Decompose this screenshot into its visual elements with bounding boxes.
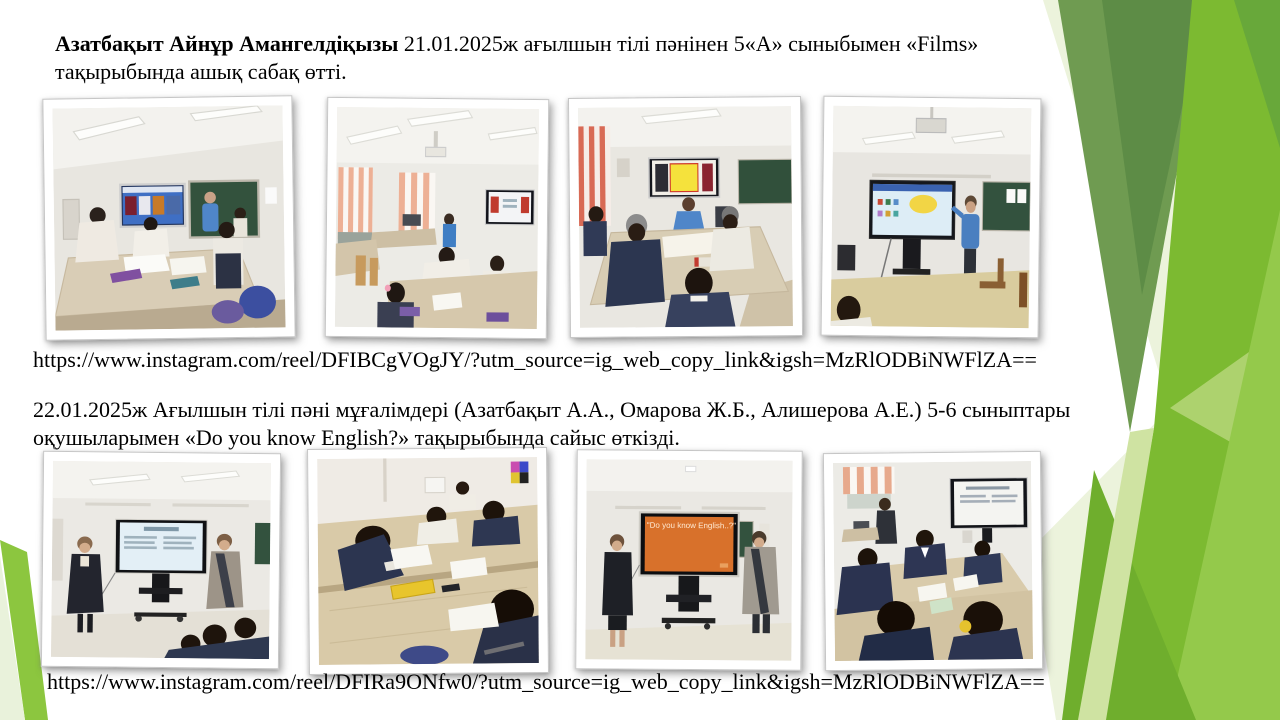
paragraph2-line2: оқушыларымен «Do you know English?» тақырыбында сайыс өткізді. (33, 424, 680, 450)
teacher-name-bold: Азатбақыт Айнұр Амангелдіқызы (55, 31, 399, 56)
classroom-photo-illustration (335, 107, 539, 329)
tv-screen-text: "Do you know English..?" (646, 520, 737, 531)
photo-contest-1 (41, 451, 281, 669)
heading-paragraph (55, 30, 1085, 86)
classroom-photo-illustration (578, 106, 793, 328)
instagram-link-1[interactable]: https://www.instagram.com/reel/DFIBCgVOgJY/?utm_source=ig_web_copy_link&igsh=MzRlODBiNWFlZA== (33, 347, 1037, 372)
heading-line2: тақырыбында ашық сабақ өтті. (55, 59, 347, 85)
classroom-photo-illustration (831, 106, 1032, 328)
classroom-photo-illustration (833, 461, 1033, 661)
photo-open-lesson-4 (821, 96, 1042, 339)
photo-contest-2 (307, 447, 549, 675)
photo-contest-4 (823, 451, 1043, 671)
classroom-photo-illustration (585, 459, 792, 660)
photo-open-lesson-3 (568, 96, 803, 338)
photo-open-lesson-1 (42, 95, 295, 340)
photo-contest-3 (575, 449, 803, 671)
photo-open-lesson-2 (325, 97, 550, 339)
classroom-photo-illustration (317, 457, 539, 665)
instagram-link-2[interactable]: https://www.instagram.com/reel/DFIRa9ONfw0/?utm_source=ig_web_copy_link&igsh=MzRlODBiNWFlZA== (47, 669, 1045, 694)
second-paragraph (33, 396, 1193, 451)
heading-line1-rest: 21.01.2025ж ағылшын тілі пәнінен 5«А» сыныбымен «Films» (398, 31, 979, 56)
paragraph2-line1: 22.01.2025ж Ағылшын тілі пәні мұғалімдері (Азатбақыт А.А., Омарова Ж.Б., Алишерова А.Е.) 5-6 сыныптары (33, 397, 1071, 422)
classroom-photo-illustration (51, 461, 271, 659)
classroom-photo-illustration (52, 105, 285, 330)
